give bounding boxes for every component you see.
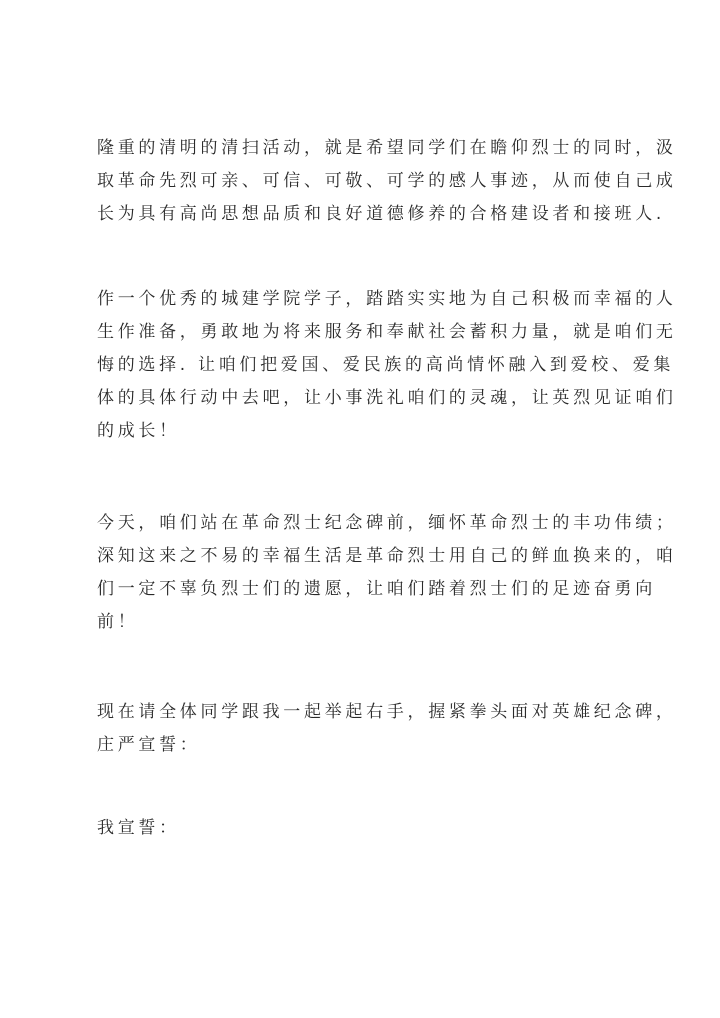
text-line: 现在请全体同学跟我一起举起右手，握紧拳头面对英雄纪念碑， xyxy=(97,702,677,722)
text-line: 生作准备，勇敢地为将来服务和奉献社会蓄积力量，就是咱们无 xyxy=(97,322,677,342)
text-line: 前！ xyxy=(97,612,139,632)
text-line: 我宣誓： xyxy=(97,818,180,838)
text-line: 今天，咱们站在革命烈士纪念碑前，缅怀革命烈士的丰功伟绩； xyxy=(97,513,677,533)
text-line: 悔的选择. 让咱们把爱国、爱民族的高尚情怀融入到爱校、爱集 xyxy=(97,355,675,375)
text-line: 长为具有高尚思想品质和良好道德修养的合格建设者和接班人. xyxy=(97,204,666,224)
text-line: 取革命先烈可亲、可信、可敬、可学的感人事迹，从而使自己成 xyxy=(97,171,677,191)
text-line: 隆重的清明的清扫活动，就是希望同学们在瞻仰烈士的同时，汲 xyxy=(97,138,677,158)
text-line: 深知这来之不易的幸福生活是革命烈士用自己的鲜血换来的，咱 xyxy=(97,546,677,566)
text-line: 体的具体行动中去吧，让小事洗礼咱们的灵魂，让英烈见证咱们 xyxy=(97,388,677,408)
text-line: 们一定不辜负烈士们的遗愿，让咱们踏着烈士们的足迹奋勇向 xyxy=(97,579,656,599)
text-line: 庄严宣誓： xyxy=(97,735,201,755)
text-line: 的成长！ xyxy=(97,421,180,441)
text-line: 作一个优秀的城建学院学子，踏踏实实地为自己积极而幸福的人 xyxy=(97,289,677,309)
